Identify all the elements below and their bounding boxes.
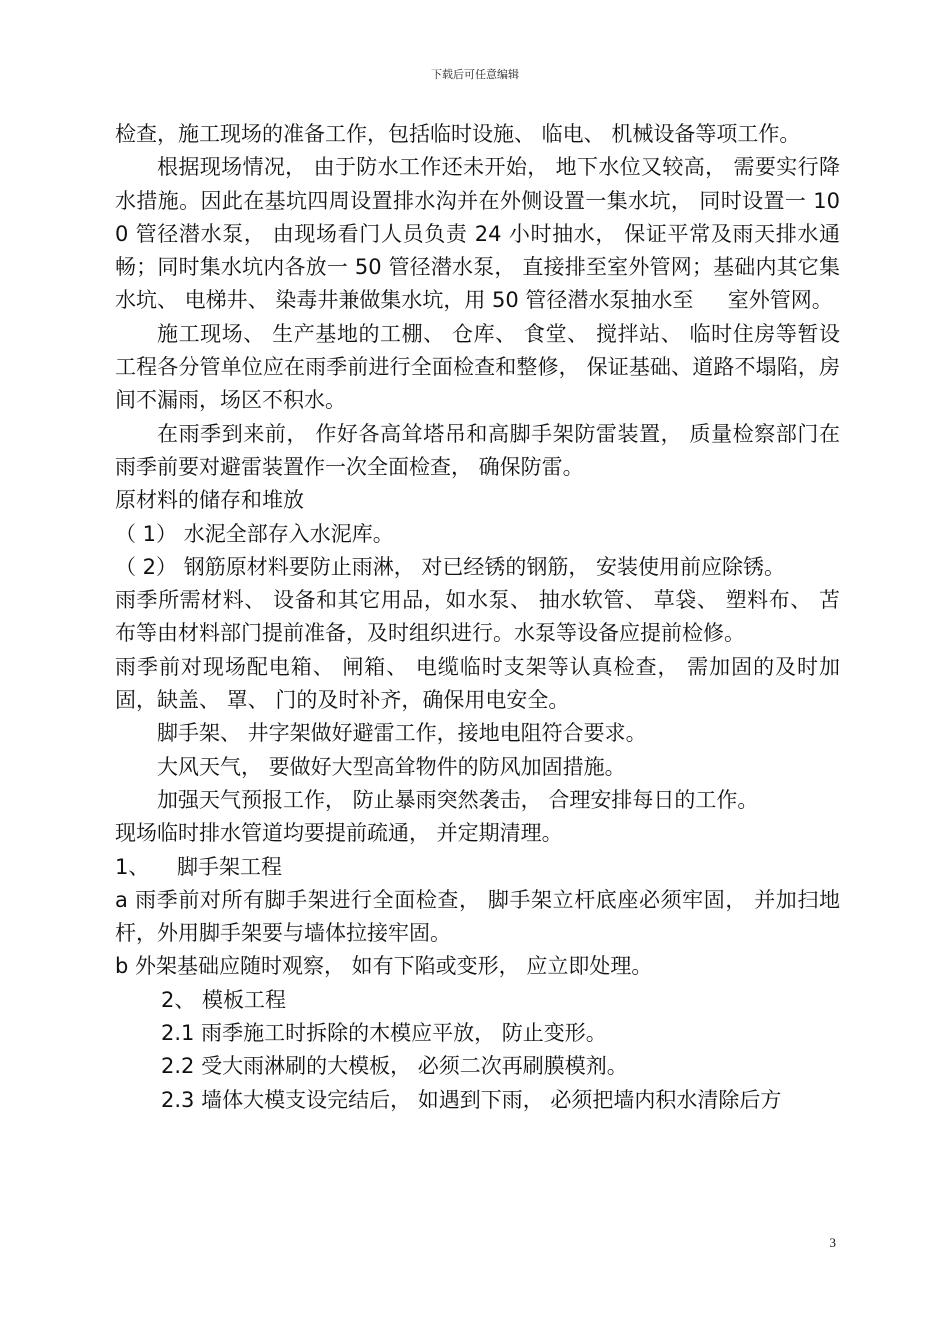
page-number: 3 [829,1235,836,1250]
paragraph: 检查，施工现场的准备工作，包括临时设施、 临电、 机械设备等项工作。 [115,122,801,146]
list-item: 2.2 受大雨淋刷的大模板， 必须二次再刷膜模剂。 [161,1054,628,1079]
document-body [115,118,840,1117]
paragraph: 施工现场、 生产基地的工棚、 仓库、 食堂、 搅拌站、 临时住房等暂设工程各分管单位应在雨季前进行全面检查和整修， 保证基础、道路不塌陷，房间不漏雨，场区不积水。 [115,321,840,413]
list-item: 2.3 墙体大模支设完结后， 如遇到下雨， 必须把墙内积水清除后方 [161,1087,782,1112]
section-heading: 原材料的储存和堆放 [115,488,304,513]
paragraph: 现场临时排水管道均要提前疏通， 并定期清理。 [115,821,563,846]
list-item: （ 1） 水泥全部存入水泥库。 [115,521,394,546]
paragraph: 雨季前对现场配电箱、 闸箱、 电缆临时支架等认真检查， 需加固的及时加固，缺盖、 罩、 门的及时补齐，确保用电安全。 [115,654,840,713]
list-item: （ 2） 钢筋原材料要防止雨淋， 对已经锈的钢筋， 安装使用前应除锈。 [115,554,786,579]
paragraph: 脚手架、 井字架做好避雷工作，接地电阻符合要求。 [157,721,647,746]
paragraph: 根据现场情况， 由于防水工作还未开始， 地下水位又较高， 需要实行降水措施。因此在基坑四周设置排水沟并在外侧设置一集水坑， 同时设置一 100 管径潜水泵， 由现场看门人员负责 24 小时抽水， 保证平常及雨天排水通畅；同时集水坑内各放一 50 管径潜水泵， 直接排至室外管网；基础内其它集水坑、 电梯井、 染毒井兼做集水坑，用 50 管径潜水泵抽水至 室外管网。 [115,155,840,313]
section-heading: 1、 脚手架工程 [115,854,283,879]
list-item: b 外架基础应随时观察， 如有下陷或变形， 应立即处理。 [115,954,653,979]
paragraph: 加强天气预报工作， 防止暴雨突然袭击， 合理安排每日的工作。 [157,787,759,812]
page-header: 下载后可任意编辑 [431,68,519,81]
paragraph: 大风天气， 要做好大型高耸物件的防风加固措施。 [157,754,626,779]
list-item: a 雨季前对所有脚手架进行全面检查， 脚手架立杆底座必须牢固， 并加扫地杆，外用脚手架要与墙体拉接牢固。 [115,887,840,946]
paragraph: 雨季所需材料、 设备和其它用品，如水泵、 抽水软管、 草袋、 塑料布、 苫布等由材料部门提前准备，及时组织进行。水泵等设备应提前检修。 [115,588,840,646]
section-heading: 2、 模板工程 [161,987,287,1012]
paragraph: 在雨季到来前， 作好各高耸塔吊和高脚手架防雷装置， 质量检察部门在雨季前要对避雷装置作一次全面检查， 确保防雷。 [115,421,840,479]
list-item: 2.1 雨季施工时拆除的木模应平放， 防止变形。 [161,1021,607,1046]
